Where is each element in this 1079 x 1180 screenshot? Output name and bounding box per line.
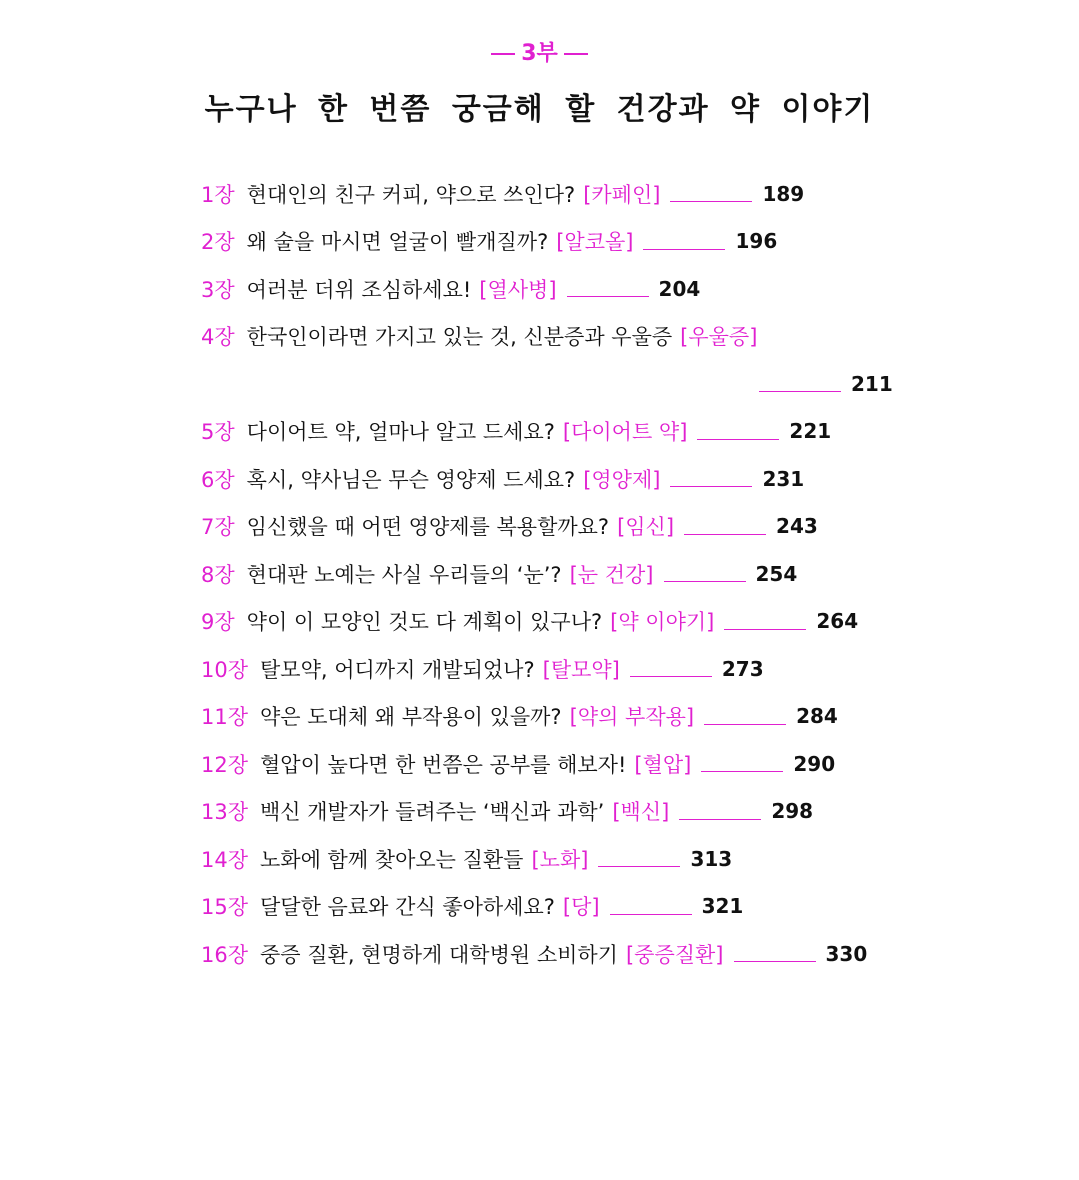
chapter-number: 6장 [201,467,235,492]
toc-entry-3[interactable] [201,265,921,313]
toc-entry-13[interactable] [201,788,921,836]
page-number: 321 [701,894,744,919]
chapter-number: 3장 [201,277,235,302]
chapter-title: 임신했을 때 어떤 영양제를 복용할까요? [246,515,610,540]
chapter-tag: [다이어트 약] [562,420,688,445]
chapter-number: 8장 [201,562,235,587]
chapter-title: 탈모약, 어디까지 개발되었나? [260,657,535,682]
chapter-tag: [중증질환] [625,942,724,967]
chapter-number: 14장 [201,847,249,872]
leader-line [734,961,816,962]
chapter-number: 2장 [201,230,235,255]
page-number: 211 [851,371,893,396]
chapter-number: 13장 [201,800,249,825]
chapter-tag: [열사병] [479,277,557,302]
toc-entry-7[interactable] [201,503,921,551]
chapter-title: 혹시, 약사님은 무슨 영양제 드세요? [246,467,576,492]
leader-line [724,629,806,630]
chapter-title: 현대인의 친구 커피, 약으로 쓰인다? [246,182,576,207]
page-number: 264 [816,609,859,634]
chapter-tag: [카페인] [583,182,661,207]
leader-line [670,486,752,487]
leader-line [664,581,746,582]
toc-entry-9[interactable] [201,598,921,646]
leader-line [679,819,761,820]
part-title: 누구나 한 번쯤 궁금해 할 건강과 약 이야기 [204,92,875,127]
toc-entry-8[interactable] [201,550,921,598]
chapter-tag: [우울증] [680,325,758,350]
chapter-title: 약은 도대체 왜 부작용이 있을까? [260,705,562,730]
page-number: 284 [796,704,838,729]
leader-line [684,534,766,535]
chapter-number: 4장 [201,325,235,350]
chapter-tag: [눈 건강] [569,562,654,587]
page-number: 254 [755,561,798,586]
toc-entry-11[interactable] [201,693,921,741]
chapter-title: 한국인이라면 가지고 있는 것, 신분증과 우울증 [246,325,673,350]
chapter-tag: [약의 부작용] [569,705,695,730]
toc-entry-6[interactable] [201,455,921,503]
toc-entry-4[interactable] [201,313,921,361]
chapter-tag: [영양제] [583,467,661,492]
part-label [0,38,1079,70]
toc-entry-16[interactable] [201,930,921,978]
chapter-number: 9장 [201,610,235,635]
toc-entry-5[interactable] [201,408,921,456]
toc-entry-10[interactable] [201,645,921,693]
chapter-title: 중증 질환, 현명하게 대학병원 소비하기 [260,942,618,967]
leader-line [567,296,649,297]
toc-entry-1[interactable] [201,170,921,218]
chapter-tag: [알코올] [556,230,634,255]
page-number: 204 [658,276,701,301]
chapter-number: 16장 [201,942,249,967]
leader-line [697,439,779,440]
part-label-text: 3부 [521,41,558,66]
page-number: 231 [762,466,805,491]
chapter-title: 백신 개발자가 들려주는 ‘백신과 과학’ [260,800,605,825]
chapter-tag: [약 이야기] [610,610,715,635]
toc-entry-14[interactable] [201,835,921,883]
chapter-number: 11장 [201,705,249,730]
toc-entry-2[interactable] [201,218,921,266]
chapter-tag: [탈모약] [542,657,620,682]
leader-line [610,914,692,915]
chapter-title: 왜 술을 마시면 얼굴이 빨개질까? [246,230,549,255]
chapter-number: 10장 [201,657,249,682]
page-number: 221 [789,419,832,444]
page-number: 189 [762,181,805,206]
chapter-tag: [혈압] [634,752,692,777]
chapter-number: 12장 [201,752,249,777]
page-number: 313 [690,846,733,871]
leader-line [630,676,712,677]
page-number: 298 [771,799,814,824]
chapter-title: 여러분 더위 조심하세요! [246,277,472,302]
leader-line [704,724,786,725]
leader-line [759,391,841,392]
chapter-title: 혈압이 높다면 한 번쯤은 공부를 해보자! [260,752,627,777]
chapter-tag: [노화] [531,847,589,872]
page-number: 330 [825,941,868,966]
chapter-title: 약이 이 모양인 것도 다 계획이 있구나? [246,610,603,635]
chapter-number: 1장 [201,182,235,207]
page-number: 243 [776,514,818,539]
page-number: 290 [793,751,836,776]
leader-line [598,866,680,867]
part-label-right-dash [564,53,588,55]
chapter-title: 다이어트 약, 얼마나 알고 드세요? [246,420,555,445]
chapter-tag: [백신] [612,800,670,825]
table-of-contents [201,170,921,978]
toc-entry-12[interactable] [201,740,921,788]
leader-line [701,771,783,772]
chapter-tag: [당] [562,895,600,920]
part-label-left-dash [491,53,515,55]
page-number: 196 [735,229,778,254]
chapter-title: 달달한 음료와 간식 좋아하세요? [260,895,555,920]
toc-entry-4-continuation [201,360,921,408]
chapter-tag: [임신] [617,515,675,540]
chapter-title: 노화에 함께 찾아오는 질환들 [260,847,524,872]
chapter-number: 15장 [201,895,249,920]
page-number: 273 [721,656,764,681]
leader-line [670,201,752,202]
chapter-number: 7장 [201,515,235,540]
chapter-title: 현대판 노예는 사실 우리들의 ‘눈’? [246,562,562,587]
chapter-number: 5장 [201,420,235,445]
leader-line [643,249,725,250]
toc-entry-15[interactable] [201,883,921,931]
